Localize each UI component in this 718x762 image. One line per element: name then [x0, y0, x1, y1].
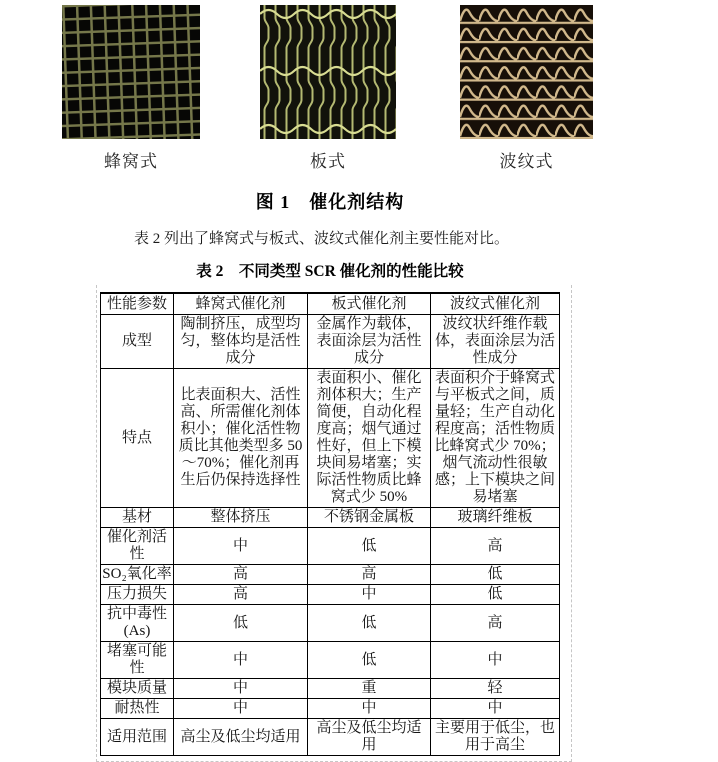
row-value-honeycomb: 比表面积大、活性高、所需催化剂体积小；催化活性物质比其他类型多 50～70%；催化剂再生后仍保持选择性: [174, 369, 308, 508]
row-param: 压力损失: [101, 585, 174, 605]
table-row: [101, 585, 560, 605]
body-paragraph: 表 2 列出了蜂窝式与板式、波纹式催化剂主要性能对比。: [134, 231, 510, 247]
row-param: 催化剂活性: [101, 528, 174, 565]
label-honeycomb: 蜂窝式: [104, 152, 158, 171]
header-honeycomb: 蜂窝式催化剂: [174, 293, 308, 315]
corrugated-mesh-photo: [460, 5, 593, 139]
honeycomb-mesh-photo: [62, 5, 200, 139]
row-value-plate: 中: [308, 699, 431, 719]
header-plate: 板式催化剂: [308, 293, 431, 315]
row-value-honeycomb: 低: [174, 605, 308, 642]
row-value-honeycomb: 陶制挤压，成型均匀，整体均是活性成分: [174, 315, 308, 369]
table-row: [101, 679, 560, 699]
row-value-plate: 低: [308, 528, 431, 565]
table-row: [101, 642, 560, 679]
table-row: [101, 508, 560, 528]
table-row: [101, 719, 560, 756]
row-value-corrugated: 低: [431, 585, 560, 605]
row-value-honeycomb: 中: [174, 642, 308, 679]
row-value-honeycomb: 中: [174, 699, 308, 719]
row-value-corrugated: 主要用于低尘，也用于高尘: [431, 719, 560, 756]
table-row: [101, 528, 560, 565]
table-row: [101, 605, 560, 642]
label-corrugated: 波纹式: [499, 152, 554, 171]
plate-mesh-photo: [260, 5, 396, 139]
row-value-plate: 不锈钢金属板: [308, 508, 431, 528]
row-value-plate: 低: [308, 605, 431, 642]
row-value-corrugated: 玻璃纤维板: [431, 508, 560, 528]
row-param: 模块质量: [101, 679, 174, 699]
table-title: 表 2 不同类型 SCR 催化剂的性能比较: [196, 263, 464, 280]
row-param: 耐热性: [101, 699, 174, 719]
row-value-honeycomb: 中: [174, 679, 308, 699]
row-value-plate: 高: [308, 565, 431, 585]
row-value-honeycomb: 整体挤压: [174, 508, 308, 528]
row-value-corrugated: 中: [431, 642, 560, 679]
row-value-corrugated: 波纹状纤维作载体，表面涂层为活性成分: [431, 315, 560, 369]
row-param: 特点: [101, 369, 174, 508]
row-value-plate: 低: [308, 642, 431, 679]
row-value-honeycomb: 中: [174, 528, 308, 565]
row-value-corrugated: 高: [431, 528, 560, 565]
row-value-corrugated: 低: [431, 565, 560, 585]
row-value-plate: 表面积小、催化剂体积大；生产简便，自动化程度高；烟气通过性好，但上下模块间易堵塞；实际活性物质比蜂窝式少 50%: [308, 369, 431, 508]
row-param: 堵塞可能性: [101, 642, 174, 679]
header-param: 性能参数: [101, 293, 174, 315]
row-value-plate: 中: [308, 585, 431, 605]
row-value-plate: 金属作为载体，表面涂层为活性成分: [308, 315, 431, 369]
row-value-corrugated: 轻: [431, 679, 560, 699]
table-header-row: [101, 293, 560, 315]
table-row: [101, 369, 560, 508]
figure-1: [0, 0, 718, 176]
row-value-corrugated: 表面积介于蜂窝式与平板式之间，质量轻；生产自动化程度高；活性物质比蜂窝式少 70%；烟气流动性很敏感；上下模块之间易堵塞: [431, 369, 560, 508]
row-value-corrugated: 高: [431, 605, 560, 642]
header-corrugated: 波纹式催化剂: [431, 293, 560, 315]
row-param: 基材: [101, 508, 174, 528]
row-value-honeycomb: 高: [174, 565, 308, 585]
comparison-table: [100, 292, 560, 756]
table-row: [101, 565, 560, 585]
row-param: SO₂氧化率: [101, 565, 174, 585]
row-value-honeycomb: 高: [174, 585, 308, 605]
table-frame: [96, 285, 572, 762]
row-param: 成型: [101, 315, 174, 369]
corrugated-structure-image: [460, 5, 593, 139]
table-row: [101, 699, 560, 719]
row-param: 适用范围: [101, 719, 174, 756]
honeycomb-structure-image: [62, 5, 200, 139]
table-body: [101, 315, 560, 756]
label-plate: 板式: [310, 152, 346, 171]
row-value-corrugated: 中: [431, 699, 560, 719]
table-row: [101, 315, 560, 369]
row-param: 抗中毒性(As): [101, 605, 174, 642]
row-value-plate: 高尘及低尘均适用: [308, 719, 431, 756]
plate-structure-image: [260, 5, 396, 139]
row-value-honeycomb: 高尘及低尘均适用: [174, 719, 308, 756]
figure-caption: 图 1 催化剂结构: [255, 192, 405, 212]
row-value-plate: 重: [308, 679, 431, 699]
